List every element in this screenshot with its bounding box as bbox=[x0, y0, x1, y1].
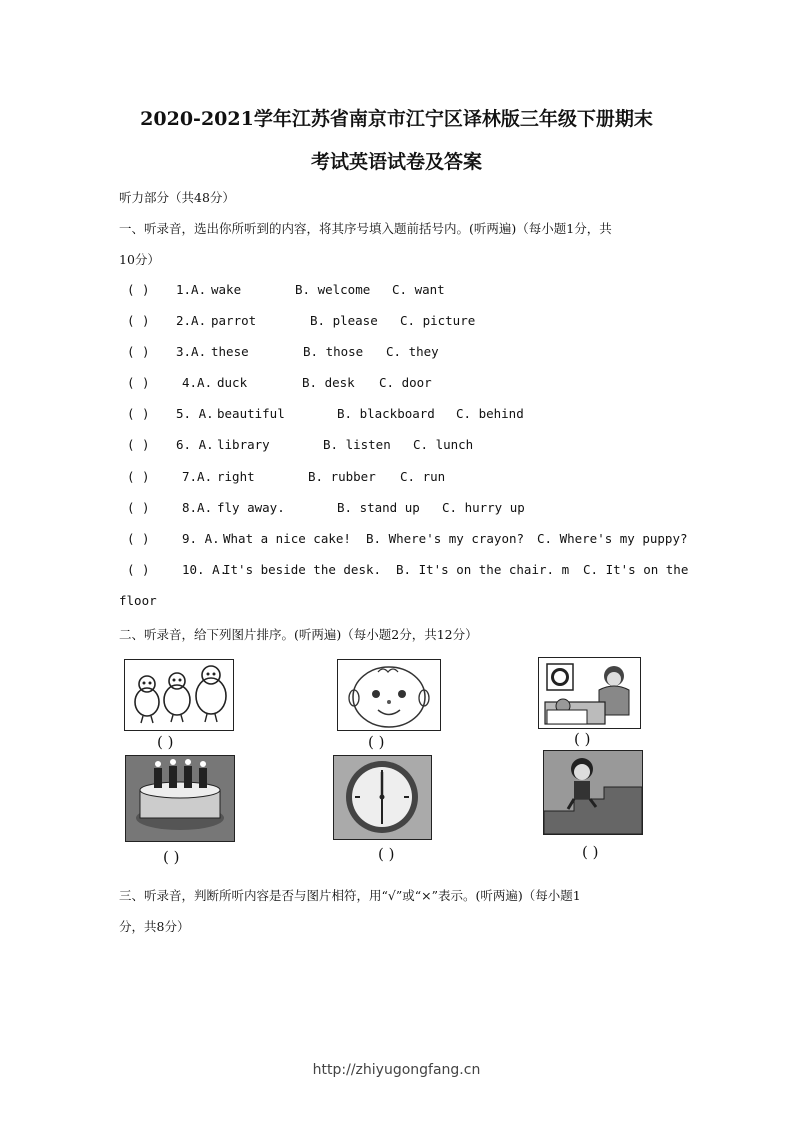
option-b: B. rubber bbox=[308, 469, 376, 484]
picture-6-answer: ( ) bbox=[582, 843, 599, 861]
option-b: B. Where's my crayon? bbox=[366, 531, 525, 546]
option-b: B. blackboard bbox=[337, 406, 435, 421]
question-number: 10. A. bbox=[182, 562, 228, 577]
option-a: beautiful bbox=[217, 406, 285, 421]
option-c: C. they bbox=[386, 344, 439, 359]
answer-paren: ( ) bbox=[127, 469, 150, 484]
option-b: B. It's on the chair. m bbox=[396, 562, 570, 577]
option-a: wake bbox=[211, 282, 242, 297]
picture-3-answer: ( ) bbox=[574, 730, 591, 748]
question-number: 9. A. bbox=[182, 531, 220, 546]
answer-paren: ( ) bbox=[127, 500, 150, 515]
option-a: It's beside the desk. bbox=[223, 562, 382, 577]
picture-1-answer: ( ) bbox=[157, 733, 174, 751]
option-b: B. those bbox=[303, 344, 364, 359]
birthday-cake-icon bbox=[125, 755, 235, 842]
answer-paren: ( ) bbox=[127, 375, 150, 390]
answer-paren: ( ) bbox=[127, 282, 150, 297]
picture-2-answer: ( ) bbox=[368, 733, 385, 751]
option-c: C. run bbox=[400, 469, 446, 484]
answer-paren: ( ) bbox=[127, 406, 150, 421]
answer-paren: ( ) bbox=[127, 437, 150, 452]
option-a: fly away. bbox=[217, 500, 285, 515]
answer-paren: ( ) bbox=[127, 313, 150, 328]
listening-header: 听力部分（共48分） bbox=[119, 190, 235, 205]
footer-url: http://zhiyugongfang.cn bbox=[312, 1062, 481, 1078]
question-number: 5. A. bbox=[176, 406, 214, 421]
baby-face-icon bbox=[337, 659, 441, 731]
option-c: C. Where's my puppy? bbox=[537, 531, 688, 546]
option-b: B. stand up bbox=[337, 500, 420, 515]
chicks-icon bbox=[124, 659, 234, 731]
question-number: 2.A. bbox=[176, 313, 207, 328]
picture-5-answer: ( ) bbox=[378, 845, 395, 863]
option-c: C. It's on the bbox=[583, 562, 689, 577]
question-number: 4.A. bbox=[182, 375, 213, 390]
picture-4-answer: ( ) bbox=[163, 848, 180, 866]
question-number: 3.A. bbox=[176, 344, 207, 359]
option-a: duck bbox=[217, 375, 248, 390]
boy-stairs-icon bbox=[543, 750, 643, 835]
option-c: C. behind bbox=[456, 406, 524, 421]
question-10-wrap: floor bbox=[119, 593, 157, 608]
mother-child-bed-icon bbox=[538, 657, 641, 729]
option-a: What a nice cake! bbox=[223, 531, 351, 546]
option-c: C. door bbox=[379, 375, 432, 390]
clock-icon bbox=[333, 755, 432, 840]
section2-instruction: 二、听录音，给下列图片排序。(听两遍)（每小题2分，共12分） bbox=[119, 627, 478, 642]
question-number: 1.A. bbox=[176, 282, 207, 297]
answer-paren: ( ) bbox=[127, 562, 150, 577]
section3-instruction: 三、听录音，判断所听内容是否与图片相符，用“√”或“×”表示。(听两遍)（每小题1 bbox=[119, 888, 581, 903]
option-a: right bbox=[217, 469, 255, 484]
option-b: B. welcome bbox=[295, 282, 371, 297]
question-number: 6. A. bbox=[176, 437, 214, 452]
question-number: 8.A. bbox=[182, 500, 213, 515]
option-c: C. lunch bbox=[413, 437, 474, 452]
option-c: C. picture bbox=[400, 313, 476, 328]
answer-paren: ( ) bbox=[127, 344, 150, 359]
option-a: library bbox=[217, 437, 270, 452]
document-title-line1: 2020-2021学年江苏省南京市江宁区译林版三年级下册期末 bbox=[140, 108, 653, 130]
option-b: B. please bbox=[310, 313, 378, 328]
answer-paren: ( ) bbox=[127, 531, 150, 546]
question-number: 7.A. bbox=[182, 469, 213, 484]
option-c: C. want bbox=[392, 282, 445, 297]
option-a: parrot bbox=[211, 313, 257, 328]
document-title-line2: 考试英语试卷及答案 bbox=[310, 151, 482, 173]
option-a: these bbox=[211, 344, 249, 359]
section3-instruction-cont: 分，共8分） bbox=[119, 919, 190, 934]
option-b: B. desk bbox=[302, 375, 355, 390]
option-b: B. listen bbox=[323, 437, 391, 452]
option-c: C. hurry up bbox=[442, 500, 525, 515]
section1-instruction: 一、听录音，选出你所听到的内容，将其序号填入题前括号内。(听两遍)（每小题1分，共 bbox=[119, 221, 612, 236]
section1-instruction-cont: 10分） bbox=[119, 252, 160, 267]
